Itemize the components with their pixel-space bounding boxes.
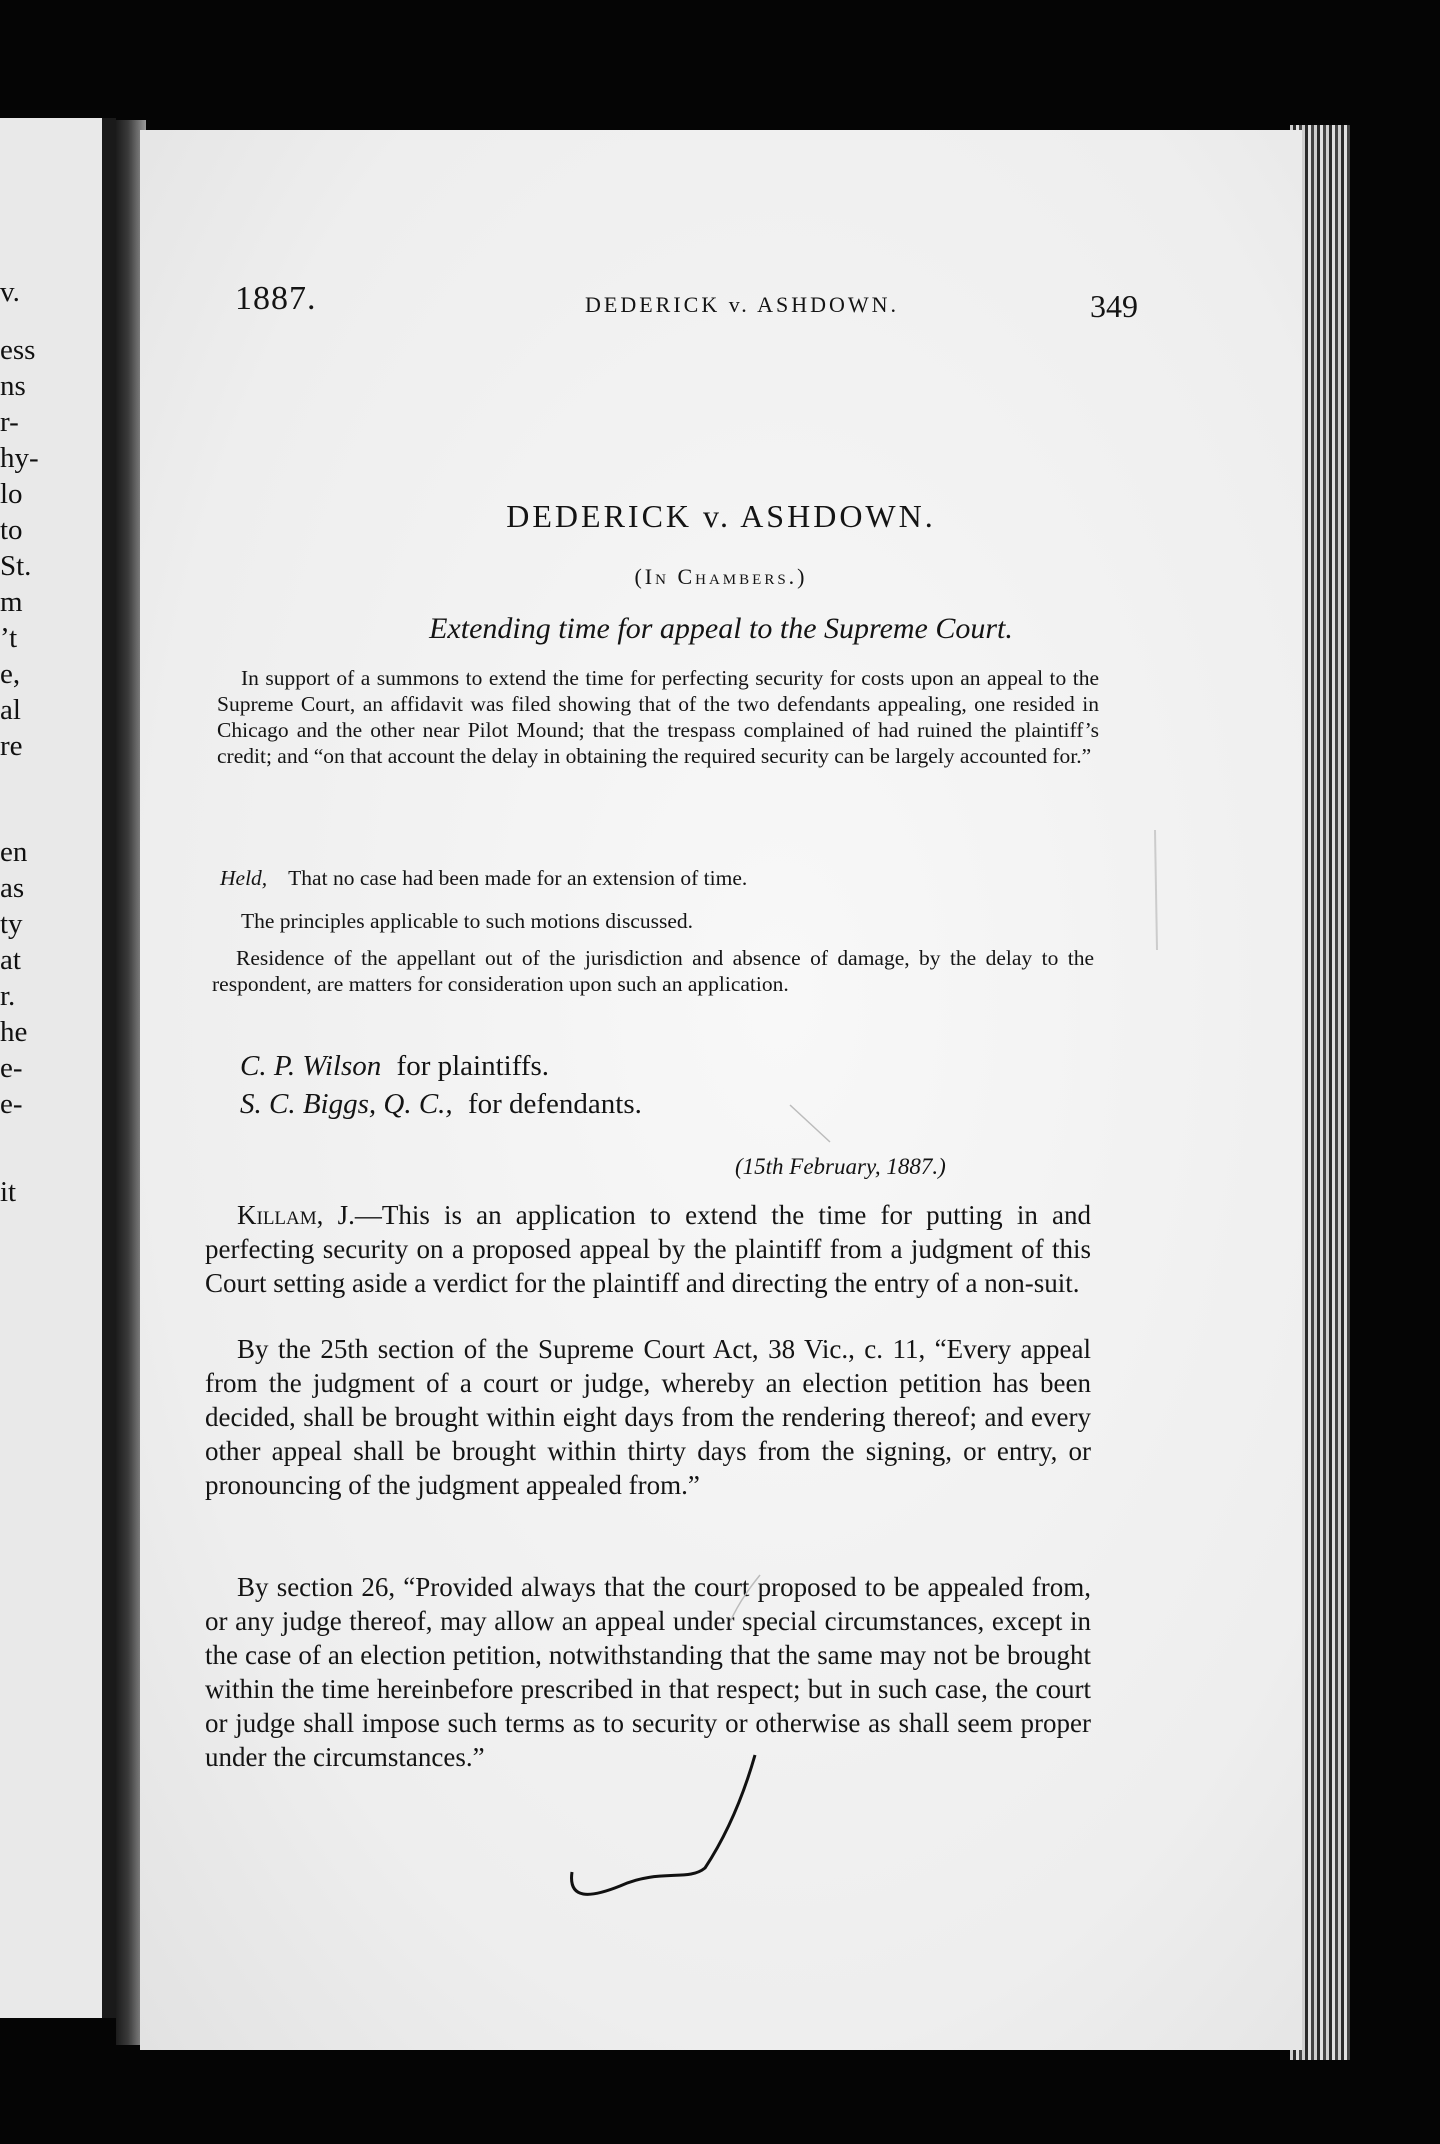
defendant-counsel-role: for defendants. bbox=[467, 1088, 642, 1120]
facing-page-text: e, bbox=[0, 658, 21, 690]
facing-page-text: it bbox=[0, 1176, 17, 1208]
decision-date: (15th February, 1887.) bbox=[735, 1154, 946, 1179]
judgment-text: —This is an application to extend the time for putting in and perfecting security on a proposed appeal by the plaintiff from a judgment of this Court setting aside a verdict for the plaintiff and directing the entry of a non-suit. bbox=[205, 1200, 1091, 1298]
judgment-paragraph-3 bbox=[205, 1570, 1091, 1774]
pencil-stroke bbox=[572, 1755, 755, 1894]
running-head bbox=[235, 280, 1195, 330]
chambers-note: (In Chambers.) bbox=[634, 564, 808, 589]
facing-page-text: to bbox=[0, 514, 23, 546]
facing-page-text: as bbox=[0, 872, 25, 904]
headnote bbox=[217, 665, 1099, 769]
subject-line: Extending time for appeal to the Supreme Court. bbox=[429, 612, 1013, 645]
facing-page-text: re bbox=[0, 730, 23, 762]
headnote-residence bbox=[212, 945, 1094, 997]
judgment-paragraph-1 bbox=[205, 1198, 1091, 1300]
facing-page-text: he bbox=[0, 1016, 28, 1048]
facing-page-text: v. bbox=[0, 276, 20, 308]
judgment-text: By the 25th section of the Supreme Court Act, 38 Vic., c. 11, “Every appeal from the judgment of a court or judge, whereby an election petition has been decided, shall be brought within eight days from the rendering thereof; and every other appeal shall be brought within thirty days from the signing, or entry, or pronouncing of the judgment appealed from.” bbox=[205, 1334, 1091, 1500]
plaintiff-counsel-role: for plaintiffs. bbox=[396, 1050, 550, 1082]
facing-page-text: lo bbox=[0, 478, 23, 510]
running-head-year: 1887. bbox=[235, 280, 317, 317]
headnote-paragraph: In support of a summons to extend the time for perfecting security for costs upon an appeal to the Supreme Court, an affidavit was filed showing that of the two defendants appealing, one resided in Chicago and the other near Pilot Mound; that the trespass complained of had ruined the plaintiff’s credit; and “on that account the delay in obtaining the required security can be largely accounted for.” bbox=[217, 666, 1099, 768]
faint-stroke bbox=[790, 1105, 830, 1142]
counsel-defendant bbox=[240, 1088, 642, 1121]
facing-page-text: ty bbox=[0, 908, 23, 940]
facing-page-text: en bbox=[0, 836, 28, 868]
judgment-text: By section 26, “Provided always that the court proposed to be appealed from, or any judge thereof, may allow an appeal under special circumstances, except in the case of an election petition, notwithstanding that the same may not be brought within the time hereinbefore prescribed in that respect; but in such case, the court or judge shall impose such terms as to security or otherwise as shall seem proper under the circumstances.” bbox=[205, 1572, 1091, 1772]
facing-page-text: St. bbox=[0, 550, 32, 582]
plaintiff-counsel-name: C. P. Wilson bbox=[240, 1050, 382, 1082]
facing-page-text: ’t bbox=[0, 622, 18, 654]
facing-page-text: hy- bbox=[0, 442, 39, 474]
facing-page-text: r. bbox=[0, 980, 16, 1012]
judge-name: Killam, J. bbox=[237, 1200, 355, 1230]
facing-page-text: m bbox=[0, 586, 23, 618]
counsel-plaintiff bbox=[240, 1050, 549, 1083]
judgment-paragraph-2 bbox=[205, 1332, 1091, 1502]
defendant-counsel-name: S. C. Biggs, Q. C., bbox=[240, 1088, 453, 1120]
held-label: Held, bbox=[220, 866, 268, 890]
faint-stroke bbox=[1155, 830, 1157, 950]
headnote-principles bbox=[217, 908, 1099, 934]
facing-page-text: r- bbox=[0, 406, 19, 438]
facing-page-text: ess bbox=[0, 334, 36, 366]
facing-page-fragment bbox=[0, 118, 116, 2018]
facing-page-text: ns bbox=[0, 370, 26, 402]
running-head-title: DEDERICK v. ASHDOWN. bbox=[585, 292, 900, 317]
facing-page-text: e- bbox=[0, 1088, 23, 1120]
held-text: That no case had been made for an extension of time. bbox=[288, 866, 748, 890]
case-title: DEDERICK v. ASHDOWN. bbox=[506, 498, 936, 534]
facing-page-text: e- bbox=[0, 1052, 23, 1084]
residence-paragraph: Residence of the appellant out of the jurisdiction and absence of damage, by the delay to the respondent, are matters for consideration upon such an application. bbox=[212, 946, 1094, 996]
book-page bbox=[140, 130, 1302, 2050]
facing-page-text: al bbox=[0, 694, 21, 726]
page-number: 349 bbox=[1090, 288, 1138, 324]
principles-paragraph: The principles applicable to such motions discussed. bbox=[241, 909, 694, 933]
held-line bbox=[220, 866, 1100, 891]
facing-page-text: at bbox=[0, 944, 21, 976]
